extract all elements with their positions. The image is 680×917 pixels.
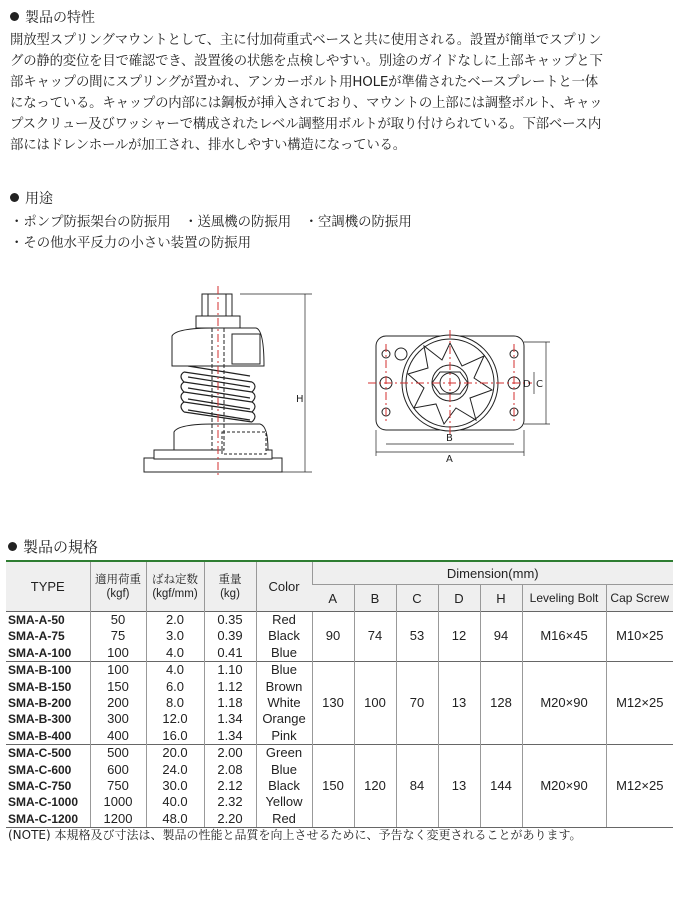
cell-dimension: 144 (480, 745, 522, 828)
cell-load: 50 (90, 612, 146, 629)
note-text: (NOTE) 本規格及び寸法は、製品の性能と品質を向上させるために、予告なく変更されることがあります。 (8, 828, 582, 842)
cell-weight: 2.00 (204, 745, 256, 762)
features-line: 部キャップの間にスプリングが置かれ、アンカーボルト用HOLEが準備されたベースプレートと一体 (10, 75, 598, 90)
cell-weight: 1.34 (204, 728, 256, 745)
cell-color: Red (256, 612, 312, 629)
cell-dimension: M20×90 (522, 745, 606, 828)
cell-spring: 6.0 (146, 679, 204, 695)
cell-spring: 3.0 (146, 628, 204, 644)
header-dim: B (354, 585, 396, 612)
features-line: 開放型スプリングマウントとして、主に付加荷重式ベースと共に使用される。設置が簡単でスプリン (10, 33, 602, 48)
table-row (6, 662, 673, 679)
cell-color: Black (256, 778, 312, 794)
cell-weight: 0.41 (204, 645, 256, 662)
cell-weight: 1.34 (204, 711, 256, 727)
cell-dimension: 12 (438, 612, 480, 662)
header-load: 適用荷重 (kgf) (90, 561, 146, 612)
cell-spring: 48.0 (146, 811, 204, 828)
dim-label-c: C (536, 379, 543, 390)
cell-weight: 2.12 (204, 778, 256, 794)
features-line: になっている。キャップの内部には鋼板が挿入されており、マウントの上部には調整ボルト、キャッ (10, 96, 603, 111)
cell-color: Green (256, 745, 312, 762)
cell-type: SMA-C-1000 (8, 795, 79, 810)
features-line: グの静的変位を目で確認でき、設置後の状態を点検しやすい。別途のガイドなしに上部キャップと下 (10, 54, 603, 69)
header-dim: H (480, 585, 522, 612)
cell-weight: 2.08 (204, 762, 256, 778)
cell-color: Blue (256, 645, 312, 662)
bullet-icon (8, 542, 17, 551)
cell-type: SMA-B-400 (8, 728, 72, 743)
dim-label-a: A (446, 454, 453, 465)
features-heading: 製品の特性 (10, 7, 95, 27)
cell-color: Brown (256, 679, 312, 695)
cell-type: SMA-A-75 (8, 629, 65, 644)
cell-load: 200 (90, 695, 146, 711)
cell-dimension: M16×45 (522, 612, 606, 662)
cell-dimension: 74 (354, 612, 396, 662)
cell-dimension: 90 (312, 612, 354, 662)
cell-load: 600 (90, 762, 146, 778)
cell-color: Orange (256, 711, 312, 727)
cell-weight: 1.10 (204, 662, 256, 679)
dim-label-h: H (296, 394, 304, 405)
cell-spring: 12.0 (146, 711, 204, 727)
cell-spring: 4.0 (146, 662, 204, 679)
cell-spring: 16.0 (146, 728, 204, 745)
cell-type: SMA-B-200 (8, 696, 72, 711)
header-dim: A (312, 585, 354, 612)
spec-table (6, 560, 673, 828)
header-dim: Cap Screw (606, 585, 673, 612)
cell-dimension: 100 (354, 662, 396, 745)
cell-dimension: 130 (312, 662, 354, 745)
cell-type: SMA-B-150 (8, 679, 72, 694)
cell-spring: 8.0 (146, 695, 204, 711)
cell-type: SMA-C-500 (6, 745, 90, 762)
cell-load: 100 (90, 662, 146, 679)
features-line: プスクリュー及びワッシャーで構成されたレベル調整用ボルトが取り付けられている。下部ベース内 (10, 117, 602, 132)
cell-load: 100 (90, 645, 146, 662)
uses-line: ・ポンプ防振架台の防振用 ・送風機の防振用 ・空調機の防振用 (10, 215, 412, 230)
uses-heading: 用途 (10, 188, 53, 208)
cell-color: Pink (256, 728, 312, 745)
header-dim: C (396, 585, 438, 612)
cell-dimension: M20×90 (522, 662, 606, 745)
cell-dimension: 120 (354, 745, 396, 828)
cell-dimension: 128 (480, 662, 522, 745)
spec-heading: 製品の規格 (8, 536, 98, 557)
header-color: Color (256, 561, 312, 612)
spec-table-body (6, 612, 673, 828)
header-dim: Leveling Bolt (522, 585, 606, 612)
dim-label-b: B (446, 433, 453, 444)
cell-load: 400 (90, 728, 146, 745)
cell-type: SMA-A-50 (6, 612, 90, 629)
cell-load: 75 (90, 628, 146, 644)
cell-load: 1200 (90, 811, 146, 828)
cell-load: 500 (90, 745, 146, 762)
cell-spring: 40.0 (146, 794, 204, 810)
cell-type: SMA-C-750 (8, 779, 72, 794)
table-row (6, 745, 673, 762)
cell-color: Black (256, 628, 312, 644)
dim-label-d: D (523, 379, 531, 390)
cell-type: SMA-B-300 (8, 712, 72, 727)
cell-weight: 2.20 (204, 811, 256, 828)
cell-dimension: 94 (480, 612, 522, 662)
header-type: TYPE (6, 561, 90, 612)
header-dimension: Dimension(mm) (312, 561, 673, 585)
cell-weight: 0.39 (204, 628, 256, 644)
cell-type: SMA-B-100 (6, 662, 90, 679)
cell-load: 300 (90, 711, 146, 727)
cell-dimension: M10×25 (606, 612, 673, 662)
cell-load: 150 (90, 679, 146, 695)
table-row (6, 612, 673, 629)
cell-load: 1000 (90, 794, 146, 810)
cell-dimension: M12×25 (606, 745, 673, 828)
features-line: 部にはドレンホールが加工され、排水しやすい構造になっている。 (10, 138, 406, 153)
cell-spring: 24.0 (146, 762, 204, 778)
cell-color: Red (256, 811, 312, 828)
cell-dimension: 84 (396, 745, 438, 828)
cell-color: Blue (256, 762, 312, 778)
cell-dimension: 150 (312, 745, 354, 828)
cell-spring: 30.0 (146, 778, 204, 794)
header-spring-rate: ばね定数 (kgf/mm) (146, 561, 204, 612)
top-view-drawing (368, 330, 550, 456)
cell-color: White (256, 695, 312, 711)
cell-weight: 1.18 (204, 695, 256, 711)
cell-dimension: 13 (438, 662, 480, 745)
cell-weight: 1.12 (204, 679, 256, 695)
cell-color: Yellow (256, 794, 312, 810)
cell-spring: 4.0 (146, 645, 204, 662)
cell-load: 750 (90, 778, 146, 794)
cell-dimension: 13 (438, 745, 480, 828)
header-dim: D (438, 585, 480, 612)
header-weight: 重量 (kg) (204, 561, 256, 612)
cell-spring: 2.0 (146, 612, 204, 629)
cell-dimension: M12×25 (606, 662, 673, 745)
cell-type: SMA-C-1200 (6, 811, 90, 828)
cell-spring: 20.0 (146, 745, 204, 762)
cell-dimension: 70 (396, 662, 438, 745)
cell-weight: 2.32 (204, 794, 256, 810)
cell-dimension: 53 (396, 612, 438, 662)
cell-type: SMA-C-600 (8, 762, 72, 777)
cell-type: SMA-A-100 (8, 645, 72, 660)
uses-line: ・その他水平反力の小さい装置の防振用 (10, 236, 252, 251)
cell-weight: 0.35 (204, 612, 256, 629)
side-view-drawing (144, 286, 312, 478)
cell-color: Blue (256, 662, 312, 679)
